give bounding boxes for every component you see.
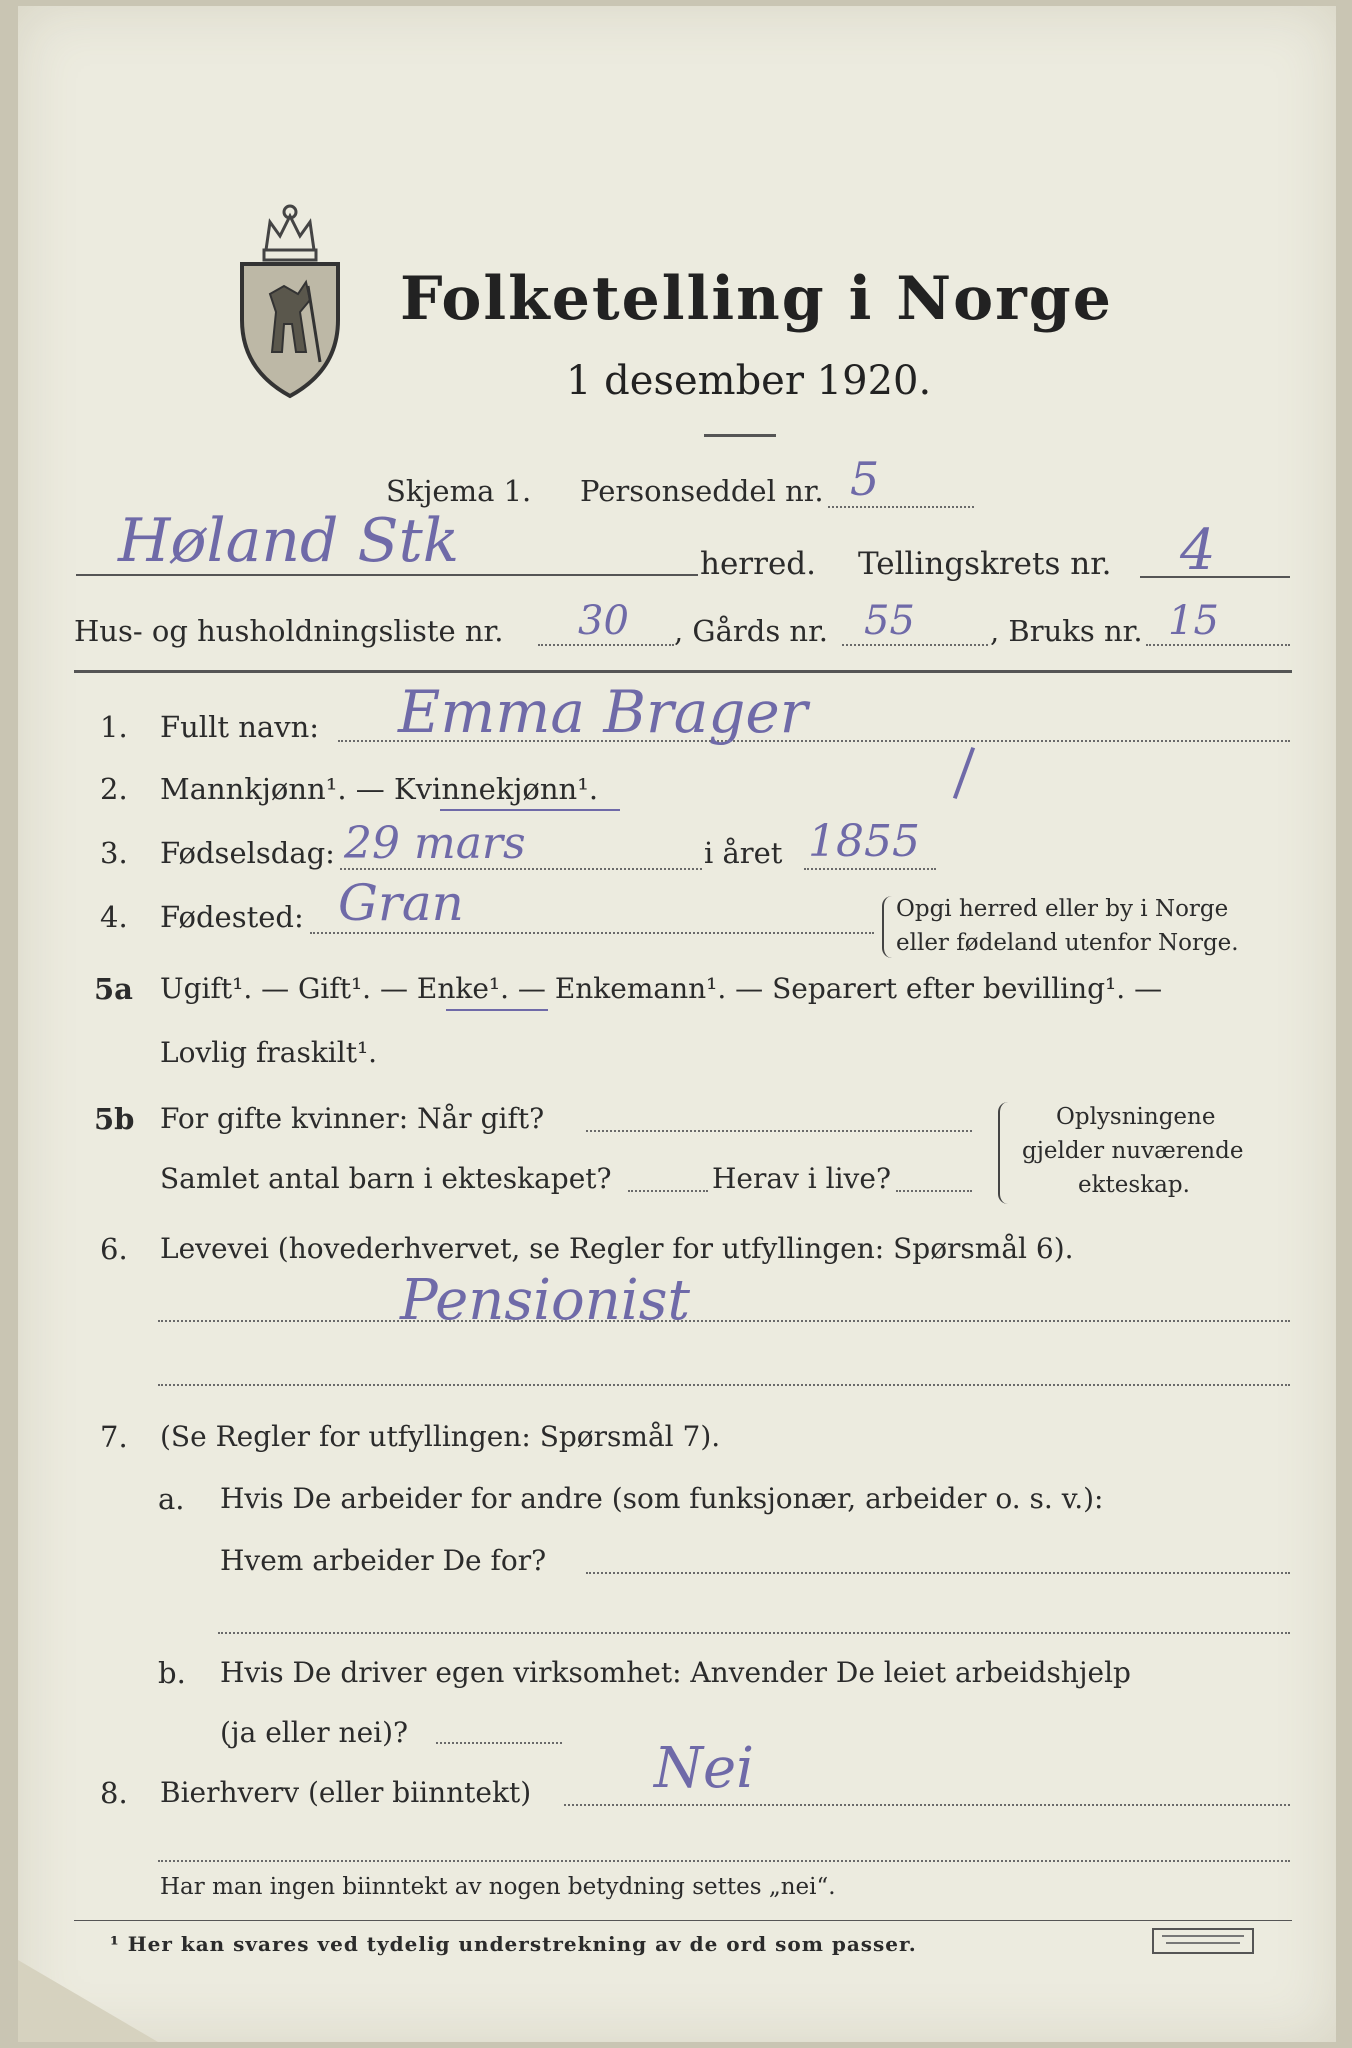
side-income-label: Bierhverv (eller biinntekt) (160, 1776, 532, 1809)
employer-label: Hvem arbeider De for? (220, 1544, 547, 1577)
marriage-note-2: gjelder nuværende (1022, 1138, 1244, 1164)
children-total-label: Samlet antal barn i ekteskapet? (160, 1162, 612, 1195)
married-when-label: For gifte kvinner: Når gift? (160, 1102, 545, 1135)
children-alive-label: Herav i live? (712, 1162, 891, 1195)
employed-question: Hvis De arbeider for andre (som funksjonær, arbeider o. s. v.): (220, 1482, 1104, 1515)
side-income-value[interactable]: Nei (654, 1736, 755, 1801)
bruks-number[interactable]: 15 (1168, 598, 1219, 644)
form-title: Folketelling i Norge (400, 264, 1113, 334)
bruks-label: , Bruks nr. (990, 614, 1143, 648)
census-date: 1 desember 1920. (566, 358, 932, 404)
birthplace-note-2: eller fødeland utenfor Norge. (896, 930, 1239, 956)
personseddel-label: Personseddel nr. (580, 474, 824, 508)
employment-label: (Se Regler for utfyllingen: Spørsmål 7). (160, 1420, 721, 1453)
full-name-label: Fullt navn: (160, 710, 320, 744)
marriage-note-3: ekteskap. (1078, 1172, 1190, 1198)
full-name-value[interactable]: Emma Brager (398, 678, 808, 746)
hus-number[interactable]: 30 (578, 598, 629, 644)
personseddel-number[interactable]: 5 (850, 452, 880, 506)
sex-underline (440, 809, 620, 811)
herred-label: herred. (700, 546, 816, 582)
section-divider (74, 670, 1292, 673)
self-employed-question: Hvis De driver egen virksomhet: Anvender De leiet arbeidshjelp (220, 1656, 1131, 1689)
birthplace-note-1: Opgi herred eller by i Norge (896, 896, 1229, 922)
marital-status-underline (446, 1009, 548, 1011)
footnote: ¹ Her kan svares ved tydelig understrekning av de ord som passer. (110, 1932, 917, 1956)
norway-coat-of-arms-icon (236, 202, 344, 402)
marriage-note-1: Oplysningene (1056, 1104, 1216, 1130)
occupation-label: Levevei (hovederhvervet, se Regler for utfyllingen: Spørsmål 6). (160, 1232, 1074, 1265)
folded-corner (18, 1960, 158, 2042)
sex-options: Mannkjønn¹. — Kvinnekjønn¹. (160, 772, 599, 806)
gards-number[interactable]: 55 (864, 598, 915, 644)
birth-year-value[interactable]: 1855 (808, 816, 920, 867)
printer-stamp-icon (1152, 1928, 1254, 1954)
occupation-value[interactable]: Pensionist (400, 1268, 690, 1333)
gards-label: , Gårds nr. (674, 614, 828, 648)
skjema-label: Skjema 1. (386, 474, 532, 508)
birth-year-label: i året (704, 836, 783, 870)
hired-help-label: (ja eller nei)? (220, 1716, 409, 1749)
herred-name[interactable]: Høland Stk (118, 506, 460, 576)
birthplace-value[interactable]: Gran (338, 874, 464, 932)
birthday-value[interactable]: 29 mars (344, 818, 526, 869)
title-divider (704, 434, 776, 437)
birthplace-label: Fødested: (160, 900, 304, 934)
marital-status-options: Ugift¹. — Gift¹. — Enke¹. — Enkemann¹. — Separert efter bevilling¹. — (160, 972, 1163, 1005)
side-income-note: Har man ingen biinntekt av nogen betydning settes „nei“. (160, 1874, 836, 1900)
tellingskrets-number[interactable]: 4 (1180, 518, 1216, 583)
hus-label: Hus- og husholdningsliste nr. (74, 614, 504, 648)
census-form-sheet: Folketelling i Norge 1 desember 1920. Skjema 1. Personseddel nr. 5 Høland Stk herred. Tellingskrets nr. 4 Hus- og husholdningsliste nr. 30 , Gårds nr. 55 , Bruks nr. 15 1. Fullt navn: Emma Brager 2. Mannkjønn¹. — Kvinnekjønn¹. 3. Fødselsdag: 29 mars i året 1855 4. Fødested: Gran Opgi herred eller by i Norge eller fødeland utenfor Norge. 5a Ugift¹. — Gift¹. — Enke¹. — Enkemann¹. — Separert efter bevilling¹. — Lovlig fraskilt¹. 5b For gifte kvinner: Når gift? Samlet antal barn i ekteskapet? Herav i live? Oplysningene gjelder nuværende ekteskap. 6. Levevei (hovederhvervet, se Regler for utfyllingen: Spørsmål 6). Pensionist 7. (Se Regler for utfyllingen: Spørsmål 7). a. Hvis De arbeider for andre (som funksjonær, arbeider o. s. v.): Hvem arbeider De for? b. Hvis De driver egen virksomhet: Anvender De leiet arbeidshjelp (ja eller nei)? 8. Bierhverv (eller biinntekt) Nei Har man ingen biinntekt av nogen betydning settes „nei“. ¹ Her kan svares ved tydelig understrekning av de ord som passer. (18, 6, 1336, 2042)
marital-status-divorced: Lovlig fraskilt¹. (160, 1036, 378, 1069)
tellingskrets-label: Tellingskrets nr. (858, 546, 1112, 582)
birthday-label: Fødselsdag: (160, 836, 335, 870)
